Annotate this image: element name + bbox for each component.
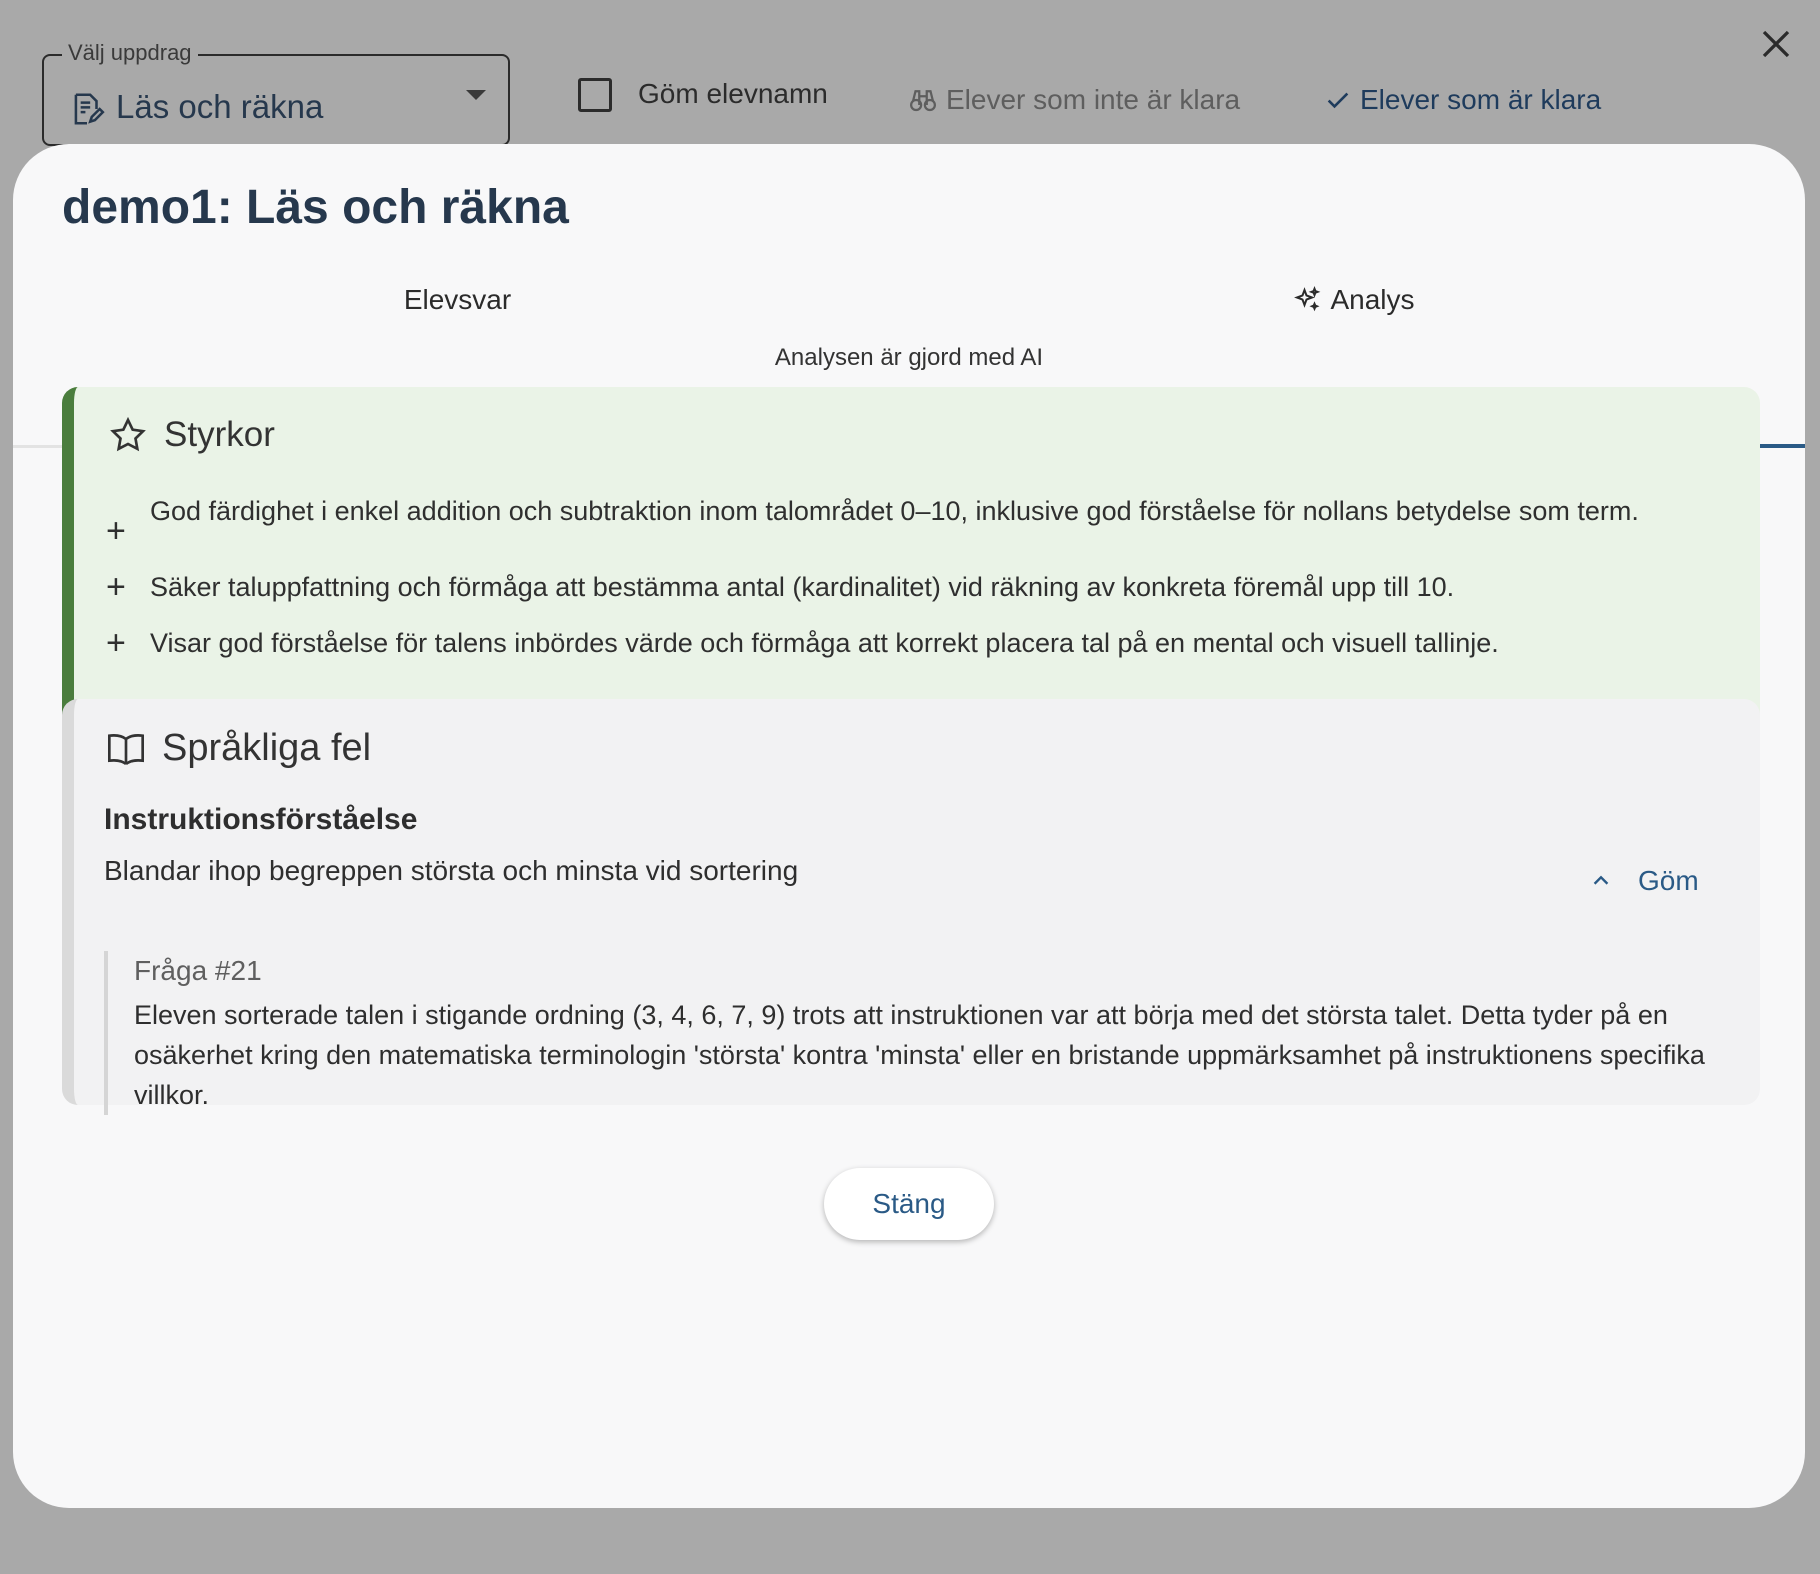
strength-text: God färdighet i enkel addition och subtraktion inom talområdet 0–10, inklusive god förståelse för nollans betydelse som term. (150, 496, 1639, 526)
top-toolbar (0, 0, 1820, 150)
tab-analysis[interactable] (902, 255, 1805, 345)
check-icon (1324, 86, 1352, 114)
hide-details-button[interactable] (1590, 865, 1699, 897)
question-number: Fråga #21 (134, 955, 262, 986)
assignment-select-label: Välj uppdrag (62, 40, 198, 66)
binoculars-icon (908, 85, 938, 115)
strengths-title: Styrkor (164, 415, 275, 454)
plus-icon: + (106, 512, 126, 550)
hide-names-checkbox[interactable] (578, 78, 612, 112)
edit-note-icon (68, 90, 106, 128)
close-button-label: Stäng (872, 1188, 946, 1219)
tab-student-answers[interactable] (13, 255, 902, 345)
tab-student-answers-label: Elevsvar (403, 284, 512, 315)
strengths-header (108, 415, 275, 455)
open-book-icon (104, 729, 148, 769)
dropdown-caret-icon (466, 90, 486, 100)
analysis-dialog (13, 144, 1805, 1508)
ai-note: Analysen är gjord med AI (774, 344, 1044, 371)
plus-icon: + (106, 624, 126, 662)
error-category-title: Instruktionsförståelse (104, 803, 418, 836)
question-detail (104, 951, 1734, 1115)
assignment-select-value: Läs och räkna (116, 88, 324, 125)
students-done-button[interactable] (1324, 84, 1601, 116)
hide-details-label: Göm (1638, 865, 1699, 896)
strength-text: Visar god förståelse för talens inbördes värde och förmåga att korrekt placera tal på en mental och visuell tallinje. (150, 628, 1499, 658)
strengths-card (62, 387, 1760, 731)
chevron-up-icon (1590, 870, 1612, 892)
question-explanation: Eleven sorterade talen i stigande ordning (3, 4, 6, 7, 9) trots att instruktionen var att börja med det största talet. Detta tyder på en osäkerhet kring den matematiska terminologin 'största' kontra 'minsta' eller en bristande uppmärksamhet på instruktionens specifika villkor. (134, 1000, 1705, 1110)
dialog-title: demo1: Läs och räkna (62, 181, 569, 234)
strength-text: Säker taluppfattning och förmåga att bestämma antal (kardinalitet) vid räkning av konkreta föremål upp till 10. (150, 572, 1455, 602)
tab-bar (13, 239, 1805, 329)
language-errors-title: Språkliga fel (162, 727, 372, 769)
hide-names-label: Göm elevnamn (638, 78, 828, 109)
strengths-list (106, 491, 1726, 679)
close-button[interactable] (824, 1168, 994, 1240)
plus-icon: + (106, 568, 126, 606)
list-item (106, 623, 1726, 663)
error-description: Blandar ihop begreppen största och minsta vid sortering (104, 855, 799, 886)
students-done-label: Elever som är klara (1360, 84, 1602, 115)
language-errors-header (104, 727, 371, 770)
students-not-done-button[interactable] (908, 84, 1240, 116)
close-icon[interactable] (1758, 26, 1794, 62)
tab-analysis-label: Analys (1330, 284, 1415, 315)
list-item (106, 491, 1726, 551)
students-not-done-label: Elever som inte är klara (946, 84, 1241, 115)
assignment-select[interactable] (42, 40, 510, 146)
star-outline-icon (108, 415, 148, 455)
sparkles-icon (1292, 285, 1322, 315)
list-item (106, 567, 1726, 607)
language-errors-card (62, 699, 1760, 1110)
